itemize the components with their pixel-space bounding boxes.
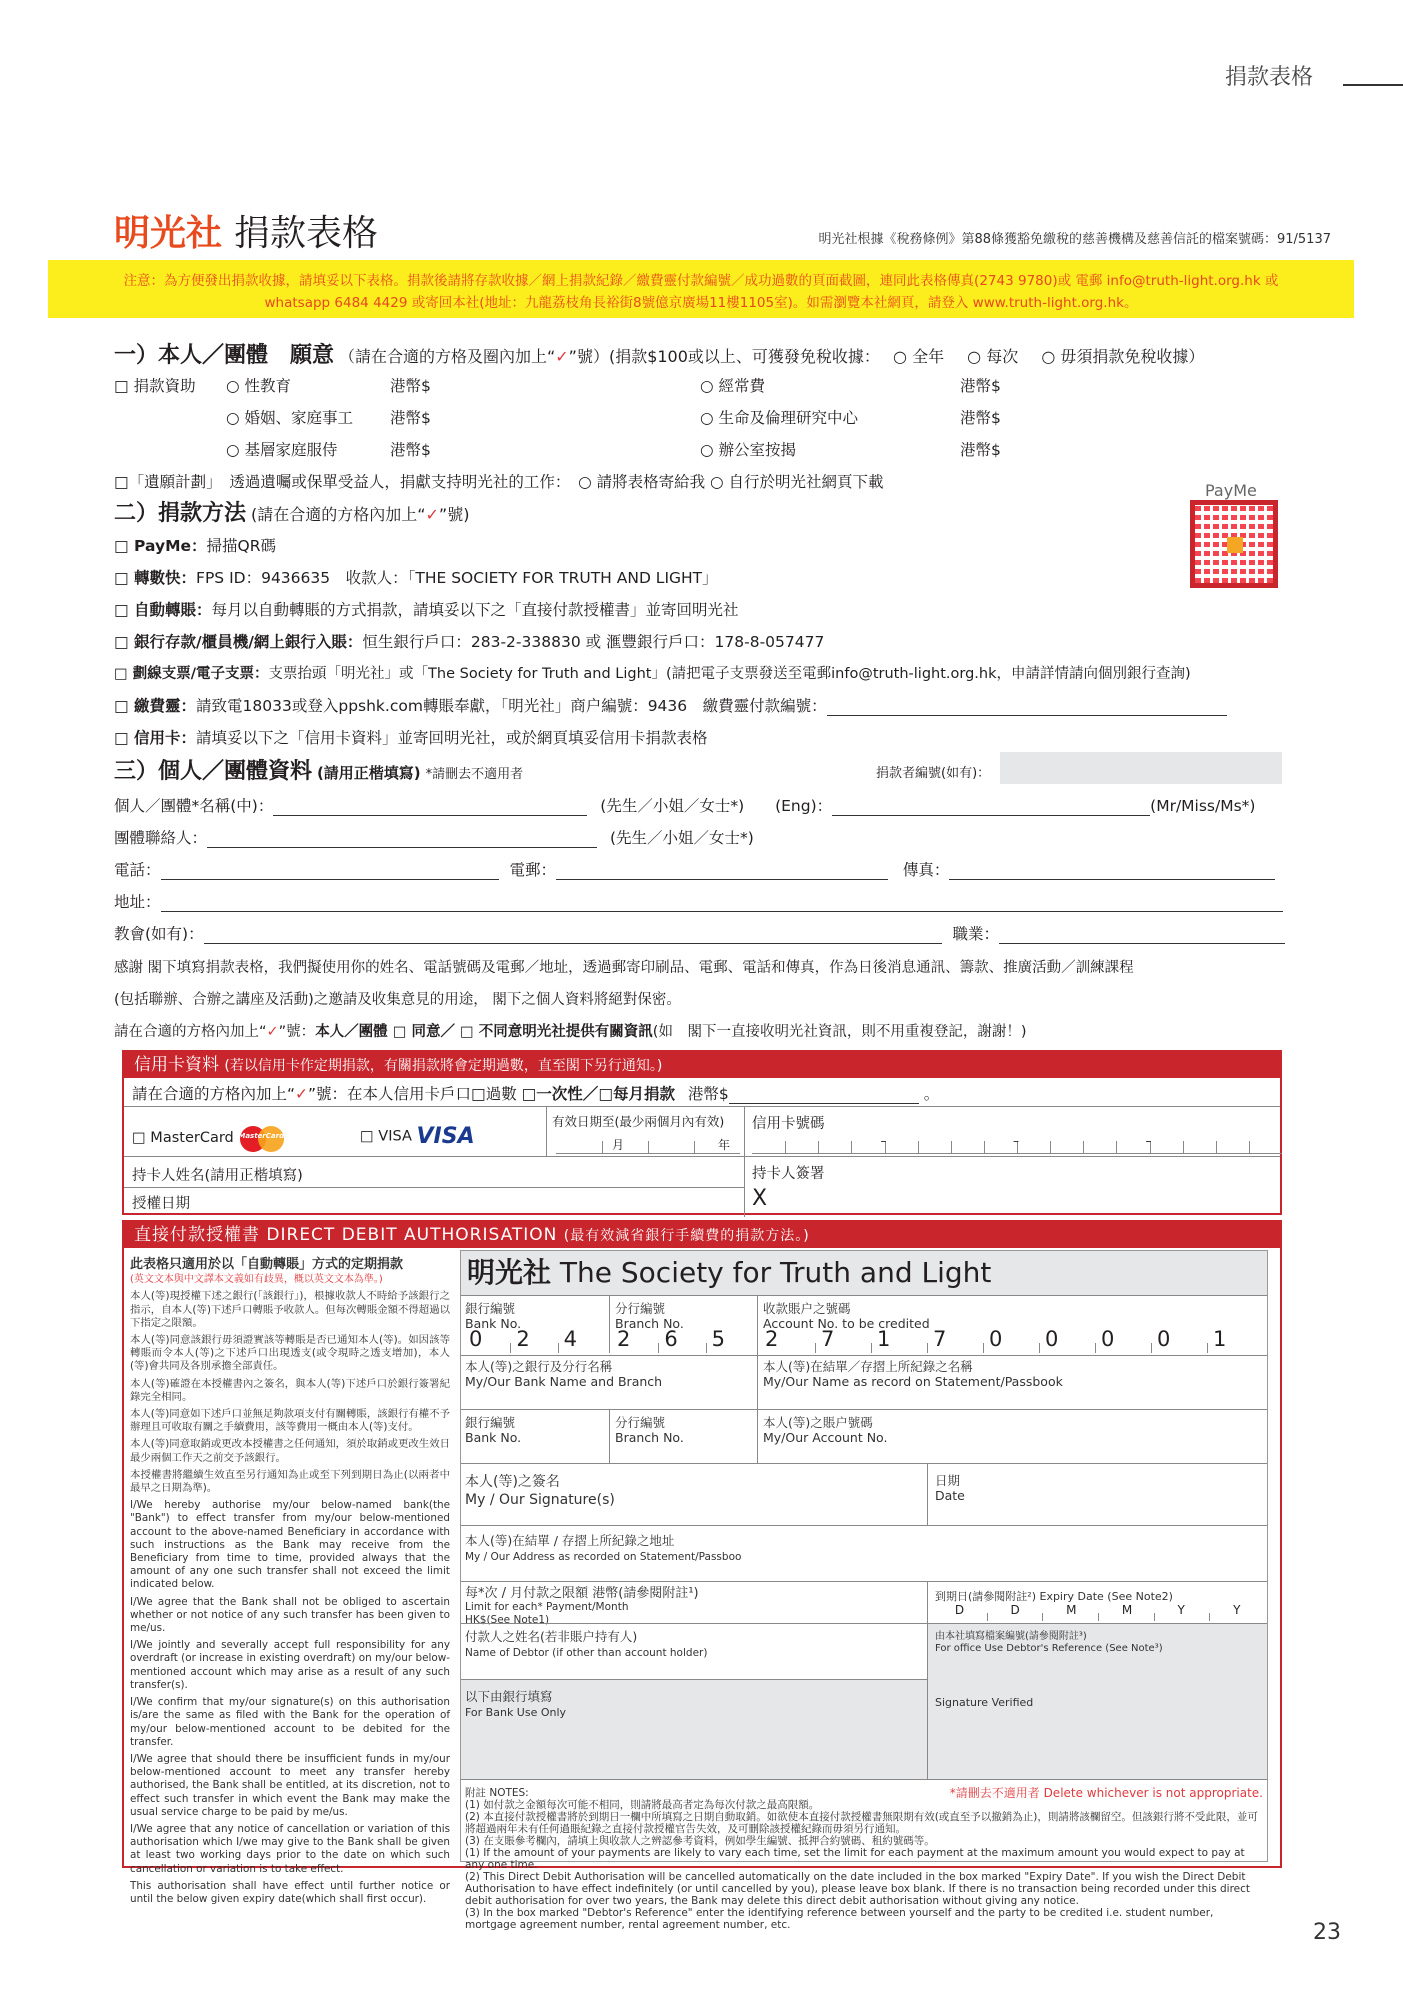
digit-slot-divider	[984, 1141, 985, 1153]
group-dash: –	[1145, 1134, 1152, 1148]
digit-divider	[983, 1343, 984, 1353]
name-label: 個人／團體*名稱(中)：	[114, 797, 274, 815]
receipt-none-radio[interactable]: ○ 毋須捐款免稅收據）	[1041, 347, 1205, 366]
job-field[interactable]	[999, 928, 1285, 944]
donate-checkbox[interactable]: □ 捐款資助	[114, 377, 196, 395]
branch-no-digit: 5	[711, 1327, 726, 1351]
notice-line-2: whatsapp 6484 4429 或寄回本社(地址：九龍荔枝角長裕街8號億京廣場11樓1105室)。如需瀏覽本社網頁，請登入 www.truth-light.org.hk。	[264, 295, 1138, 311]
title-cn: (先生／小姐／女士*)	[600, 797, 745, 815]
title-en: (Mr/Miss/Ms*)	[1150, 797, 1256, 815]
page-number: 23	[1313, 1920, 1341, 1945]
acc-to-digit: 0	[1101, 1327, 1115, 1351]
cc-holder-sign-label: 持卡人簽署	[752, 1166, 825, 1182]
method-payme[interactable]: □ PayMe：掃描QR碼	[114, 537, 276, 555]
cc-expiry-label: 有效日期至(最少兩個月內有效)	[552, 1114, 725, 1129]
signature-verified-label: Signature Verified	[935, 1696, 1034, 1709]
cc-number-label: 信用卡號碼	[752, 1116, 825, 1132]
hkd-label: 港幣$	[960, 377, 1001, 395]
eng-label: (Eng)：	[775, 797, 833, 815]
cc-sign-x-mark: X	[752, 1186, 768, 1211]
dd-left-title: 此表格只適用於以「自動轉賬」方式的定期捐款	[130, 1257, 404, 1272]
phone-row	[114, 858, 1275, 880]
method-bank[interactable]: □ 銀行存款/櫃員機/網上銀行入賬：恒生銀行戶口：283-2-338830 或 滙豐銀行戶口：178-8-057477	[114, 633, 825, 651]
cc-holder-name-label: 持卡人姓名(請用正楷填寫)	[132, 1168, 303, 1184]
contact-label: 團體聯絡人：	[114, 829, 208, 847]
donor-no-field[interactable]	[1000, 752, 1282, 784]
bank-use-label: 以下由銀行填寫 For Bank Use Only	[465, 1689, 567, 1719]
digit-slot-divider	[851, 1141, 852, 1153]
section2-note: (請在合適的方格內加上“✓”號)	[250, 505, 470, 524]
method-cheque[interactable]: □ 劃線支票/電子支票：支票抬頭「明光社」或「The Society for Truth and Light」(請把電子支票發送至電郵info@truth-light.org.hk，申請詳情請向個別銀行查詢)	[114, 666, 1191, 682]
digit-slot-divider	[951, 1141, 952, 1153]
dd-address-label: 本人(等)在結單 / 存摺上所紀錄之地址 My / Our Address as recorded on Statement/Passboo	[465, 1533, 742, 1563]
date-label: 日期 Date	[935, 1473, 965, 1503]
digit-divider	[1039, 1343, 1040, 1353]
signature-label: 本人(等)之簽名 My / Our Signature(s)	[465, 1474, 615, 1508]
title-cn: (先生／小姐／女士*)	[609, 829, 754, 847]
direct-debit-bar: 直接付款授權書 DIRECT DEBIT AUTHORISATION (最有效減省銀行手續費的捐款方法。)	[124, 1222, 1280, 1248]
acc-to-digits	[761, 1329, 1265, 1355]
expiry-divider	[1154, 1613, 1155, 1621]
dd-left-sub: (英文文本與中文譯本文義如有歧異，概以英文文本為準。)	[130, 1274, 383, 1286]
cc-auth-date-label: 授權日期	[132, 1196, 190, 1212]
acc-to-digit: 2	[765, 1327, 779, 1351]
dd-notes: 附註 NOTES: *請刪去不適用者 Delete whichever is not appropriate. (1) 如付款之金額每次可能不相同，則請將最高者定為每次付款之最高限額。 (2) 本直接付款授權書將於到期日一欄中所填寫之日期自動取銷。如欲使本直接付款授權書無限期有效(或直至予以撤銷為止)，則請將該欄留空。但該銀行將不受此限，並可將超過兩年未有任何過賬紀錄之直接付款授權官告失效，及可刪除該授權紀錄而毋須另行通知。 (3) 在支賬參考欄內，請填上與收款人之辨認參考資料，例如學生編號、抵押合約號碼、租約號碼等。 (1) If the amount of your payments are likely to vary each time, set the limit for each payment at the maximum amount you would expect to pay at any one time. (2) This Direct Debit Authorisation will be cancelled automatically on the date included in the box marked "Expiry Date". If you wish the Direct Debit Authorisation to have effect indefinitely (or until cancelled by you), please leave box blank. If there is no transaction being recorded under this direct debit authorisation for over two years, the Bank may delete this direct debit authorisation without giving any notice. (3) In the box marked "Debtor's Reference" enter the identifying reference between yourself and the party to be credited i.e. student number, mortgage agreement number, rental agreement number, etc.	[465, 1786, 1263, 1931]
limit-label: 每*次 / 月付款之限額 港幣(請參閱附註¹) Limit for each* Payment/Month HK$(See Note1)	[465, 1586, 699, 1626]
bank-no-digits	[465, 1329, 607, 1355]
hkd-label: 港幣$	[390, 377, 431, 395]
expiry-divider	[987, 1613, 988, 1621]
option-marriage[interactable]: ○ 婚姻、家庭事工	[226, 409, 353, 427]
email-field[interactable]	[556, 864, 888, 880]
bank-no-label: 銀行編號 Bank No.	[465, 1301, 522, 1331]
option-sex-edu[interactable]: ○ 性教育	[226, 377, 291, 395]
our-bank-no-label: 銀行編號 Bank No.	[465, 1415, 522, 1445]
digit-slot-divider	[602, 1141, 603, 1153]
our-bank-label: 本人(等)之銀行及分行名稱 My/Our Bank Name and Branch	[465, 1359, 663, 1389]
dd-form	[460, 1250, 1268, 1931]
section1-title: 一）本人／團體 願意	[114, 343, 335, 368]
contact-row	[114, 826, 754, 848]
bank-no-digit: 0	[469, 1327, 483, 1351]
consent-row[interactable]: 請在合適的方格內加上“✓”號：本人／團體 □ 同意／ □ 不同意明光社提供有關資訊(如 閣下一直接收明光社資訊，則不用重複登記，謝謝！)	[114, 1024, 1027, 1040]
option-grassroots[interactable]: ○ 基層家庭服侍	[226, 441, 338, 459]
branch-no-digit: 6	[664, 1327, 678, 1351]
expiry-box[interactable]: D	[954, 1603, 965, 1617]
our-acc-label: 本人(等)之賬户號碼 My/Our Account No.	[763, 1415, 888, 1445]
acc-to-digit: 0	[1157, 1327, 1171, 1351]
digit-slot-divider	[1050, 1141, 1051, 1153]
acc-to-digit: 0	[989, 1327, 1003, 1351]
digit-slot-divider	[1183, 1141, 1184, 1153]
our-branch-no-label: 分行編號 Branch No.	[615, 1415, 684, 1445]
hkd-label: 港幣$	[390, 441, 431, 459]
name-row	[114, 794, 1255, 816]
cc-instruction: 請在合適的方格內加上“✓”號：在本人信用卡戶口□過數 □一次性／□每月捐款 港幣$ 。	[132, 1085, 940, 1103]
dd-header: 明光社 The Society for Truth and Light	[461, 1251, 1267, 1295]
digit-divider	[927, 1343, 928, 1353]
digit-slot-divider	[1083, 1141, 1084, 1153]
name-en-field[interactable]	[832, 800, 1150, 816]
section3-note2: *請刪去不適用者	[425, 767, 524, 782]
check-icon: ✓	[555, 347, 569, 366]
digit-divider	[1151, 1343, 1152, 1353]
page-title	[114, 205, 378, 256]
expiry-box[interactable]: D	[1010, 1603, 1020, 1617]
option-general[interactable]: ○ 經常費	[700, 377, 765, 395]
office-label: 由本社填寫檔案編號(請參閱附註³) For office Use Debtor's Reference (See Note³)	[935, 1631, 1163, 1654]
cc-amount-field[interactable]	[729, 1088, 919, 1104]
receipt-yearly-radio[interactable]: ○ 全年	[893, 347, 945, 366]
method-credit-card[interactable]: □ 信用卡：請填妥以下之「信用卡資料」並寄回明光社，或於網頁填妥信用卡捐款表格	[114, 729, 708, 747]
name-cn-field[interactable]	[273, 800, 587, 816]
church-field[interactable]	[204, 928, 942, 944]
section1-heading	[114, 338, 1204, 369]
expiry-divider	[1209, 1613, 1210, 1621]
cc-expiry-field[interactable]	[556, 1132, 740, 1154]
org-name: 明光社	[114, 213, 223, 254]
address-label: 地址：	[114, 893, 161, 911]
legacy-plan[interactable]: □「遺願計劃」 透過遺囑或保單受益人，捐獻支持明光社的工作： ○ 請將表格寄給我 ○ 自行於明光社網頁下載	[114, 473, 884, 491]
mastercard-logo-icon: MasterCard	[238, 1124, 286, 1152]
group-dash: –	[880, 1134, 887, 1148]
fax-field[interactable]	[949, 864, 1275, 880]
form-title: 捐款表格	[234, 213, 379, 254]
digit-divider	[510, 1343, 511, 1353]
check-icon: ✓	[295, 1085, 309, 1103]
phone-field[interactable]	[161, 864, 499, 880]
fax-label: 傳真：	[902, 861, 950, 879]
digit-divider	[815, 1343, 816, 1353]
method-autopay[interactable]: □ 自動轉賬：每月以自動轉賬的方式捐款，請填妥以下之「直接付款授權書」並寄回明光社	[114, 601, 739, 619]
pps-number-field[interactable]	[827, 700, 1227, 716]
section3-heading	[114, 754, 523, 785]
expiry-box[interactable]: Y	[1233, 1603, 1241, 1617]
acc-to-digit: 0	[1045, 1327, 1059, 1351]
digit-slot-divider	[694, 1141, 695, 1153]
expiry-divider	[1042, 1613, 1043, 1621]
section2-title: 二）捐款方法	[114, 501, 247, 526]
expiry-date-field[interactable]	[931, 1603, 1265, 1623]
expiry-box[interactable]: M	[1066, 1603, 1077, 1617]
job-label: 職業：	[952, 925, 1000, 943]
option-ethics[interactable]: ○ 生命及倫理研究中心	[700, 409, 858, 427]
our-name-label: 本人(等)在結單／存摺上所紀錄之名稱 My/Our Name as record on Statement/Passbook	[763, 1359, 1063, 1389]
privacy-text-2: (包括聯辦、合辦之講座及活動)之邀請及收集意見的用途， 閣下之個人資料將絕對保密。	[114, 992, 681, 1008]
digit-slot-divider	[1216, 1141, 1217, 1153]
receipt-each-radio[interactable]: ○ 每次	[967, 347, 1019, 366]
notice-banner	[48, 260, 1354, 318]
branch-no-digits	[613, 1329, 755, 1355]
cc-once-checkbox[interactable]: □一次性／	[521, 1085, 599, 1103]
branch-no-digit: 2	[617, 1327, 631, 1351]
cc-number-field[interactable]	[752, 1132, 1282, 1154]
acc-to-digit: 7	[821, 1327, 835, 1351]
debtor-label: 付款人之姓名(若非賬户持有人) Name of Debtor (if other than account holder)	[465, 1629, 708, 1659]
acc-to-digit: 1	[1213, 1327, 1227, 1351]
cc-monthly-checkbox[interactable]: □每月捐款	[598, 1085, 675, 1103]
acc-to-label: 收款賬户之號碼 Account No. to be credited	[763, 1301, 930, 1331]
bank-no-digit: 2	[516, 1327, 530, 1351]
digit-divider	[558, 1343, 559, 1353]
payme-label: PayMe	[1205, 481, 1257, 500]
digit-slot-divider	[1116, 1141, 1117, 1153]
digit-divider	[658, 1343, 659, 1353]
payme-qr-code[interactable]	[1190, 500, 1278, 588]
digit-slot-divider	[785, 1141, 786, 1153]
hkd-label: 港幣$	[960, 441, 1001, 459]
section2-heading	[114, 496, 469, 527]
church-label: 教會(如有)：	[114, 925, 204, 943]
email-label: 電郵：	[509, 861, 556, 879]
address-row	[114, 890, 1283, 912]
visa-checkbox[interactable]: □ VISA VISA	[360, 1124, 475, 1149]
tax-note: 明光社根據《稅務條例》第88條獲豁免繳稅的慈善機構及慈善信託的檔案號碼：91/5137	[818, 232, 1331, 247]
digit-divider	[1095, 1343, 1096, 1353]
method-pps[interactable]: □ 繳費靈：請致電18033或登入ppshk.com轉賬奉獻，「明光社」商户編號：9436 繳費靈付款編號：	[114, 694, 1227, 716]
visa-logo-icon: VISA	[416, 1124, 475, 1149]
digit-divider	[871, 1343, 872, 1353]
cc-month-label: 月	[612, 1138, 625, 1152]
header-rule	[1343, 84, 1403, 86]
dd-terms: 此表格只適用於以「自動轉賬」方式的定期捐款 (英文文本與中文譯本文義如有歧異，概以英文文本為準。) 本人(等)現授權下述之銀行(「該銀行」)，根據收款人不時給予該銀行之指示，自本人(等)下述戶口轉賬予收款人。但每次轉賬金額不得超過以下指定之限額。 本人(等)同意該銀行毋須證實該等轉賬是否已通知本人(等)。如因該等轉賬而令本人(等)之下述戶口出現透支(或令現時之透支增加)，本人(等)會共同及各別承擔全部責任。 本人(等)確證在本授權書內之簽名，與本人(等)下述戶口於銀行簽署紀錄完全相同。 本人(等)同意如下述戶口並無足夠款項支付有關轉賬，該銀行有權不予辦理且可收取有關之手續費用，該等費用一概由本人(等)支付。 本人(等)同意取銷或更改本授權書之任何通知，須於取銷或更改生效日最少兩個工作天之前交予該銀行。 本授權書將繼續生效直至另行通知為止或至下列到期日為止(以兩者中最早之日期為準)。 I/We hereby authorise my/our below-named bank(the "Bank") to effect transfer from my/our below-mentioned account to the above-named Beneficiary in accordance with such instructions as the Bank may receive from the Beneficiary from time to time, provided always that the amount of any one such transfer shall not exceed the limit indicated below. I/We agree that the Bank shall not be obliged to ascertain whether or not notice of any such transfer has been given to me/us. I/We jointly and severally accept full responsibility for any overdraft (or increase in existing overdraft) on my/our below-mentioned account which may arise as a result of any such transfer(s). I/We confirm that my/our signature(s) on this authorisation is/are the same as filed with the Bank for the operation of my/our below-mentioned account to be debited for the transfer. I/We agree that should there be insufficient funds in my/our below-mentioned account to meet any transfer hereby authorised, the Bank shall be entitled, at its discretion, not to effect such transfer in which event the Bank may make the usual service charge to be paid by me/us. I/We agree that any notice of cancellation or variation of this authorisation which I/we may give to the Bank shall be given at least two working days prior to the date on which such cancellation or variation is to take effect. This authorisation shall have effect until further notice or until the below given expiry date(which shall first occur).	[130, 1257, 450, 1905]
bank-no-digit: 4	[563, 1327, 578, 1351]
branch-no-label: 分行編號 Branch No.	[615, 1301, 684, 1331]
acc-to-digit: 1	[877, 1327, 891, 1351]
hkd-label: 港幣$	[960, 409, 1001, 427]
delete-note: *請刪去不適用者 Delete whichever is not appropriate.	[949, 1786, 1263, 1800]
hkd-label: 港幣$	[390, 409, 431, 427]
church-row	[114, 922, 1285, 944]
section3-title: 三）個人／團體資料	[114, 759, 313, 784]
donor-no-label: 捐款者編號(如有)：	[876, 766, 991, 781]
expiry-box[interactable]: Y	[1177, 1603, 1185, 1617]
contact-field[interactable]	[207, 832, 597, 848]
notice-line-1: 注意：為方便發出捐款收據，請填妥以下表格。捐款後請將存款收據／網上捐款紀錄／繳費靈付款編號／成功過數的頁面截圖，連同此表格傳真(2743 9780)或 電郵 info@truth-light.org.hk 或	[123, 273, 1279, 289]
mastercard-checkbox[interactable]: □ MasterCard MasterCard	[132, 1124, 286, 1152]
group-dash: –	[1013, 1134, 1019, 1148]
check-icon: ✓	[425, 505, 439, 524]
section-header: 捐款表格	[1224, 65, 1313, 90]
digit-divider	[706, 1343, 707, 1353]
expiry-box[interactable]: M	[1121, 1603, 1133, 1617]
section3-note: (請用正楷填寫)	[316, 764, 421, 782]
digit-divider	[1207, 1343, 1208, 1353]
direct-debit-section	[122, 1220, 1282, 1931]
digit-slot-divider	[1249, 1141, 1250, 1153]
digit-slot-divider	[918, 1141, 919, 1153]
expiry-divider	[1098, 1613, 1099, 1621]
payme-logo-icon	[1227, 537, 1243, 553]
option-mortgage[interactable]: ○ 辦公室按揭	[700, 441, 796, 459]
credit-card-section	[122, 1050, 1282, 1215]
address-field[interactable]	[161, 896, 1283, 912]
expiry-label: 到期日(請參閱附註²) Expiry Date (See Note2)	[935, 1590, 1173, 1603]
method-fps[interactable]: □ 轉數快：FPS ID：9436635 收款人：「THE SOCIETY FOR TRUTH AND LIGHT」	[114, 569, 718, 587]
digit-slot-divider	[648, 1141, 649, 1153]
privacy-text-1: 感謝 閣下填寫捐款表格，我們擬使用你的姓名、電話號碼及電郵／地址，透過郵寄印刷品、電郵、電話和傳真，作為日後消息通訊、籌款、推廣活動／訓練課程	[114, 960, 1134, 976]
acc-to-digit: 7	[933, 1327, 947, 1351]
section1-note: （請在合適的方格及圈內加上“✓”號）(捐款$100或以上、可獲發免稅收據： ○ 全年 ○ 每次 ○ 毋須捐款免稅收據）	[338, 347, 1205, 366]
phone-label: 電話：	[114, 861, 161, 879]
cc-year-label: 年	[718, 1138, 731, 1152]
check-icon: ✓	[266, 1024, 279, 1040]
credit-card-bar: 信用卡資料 (若以信用卡作定期捐款，有關捐款將會定期過數，直至閣下另行通知。)	[124, 1052, 1280, 1078]
digit-slot-divider	[818, 1141, 819, 1153]
